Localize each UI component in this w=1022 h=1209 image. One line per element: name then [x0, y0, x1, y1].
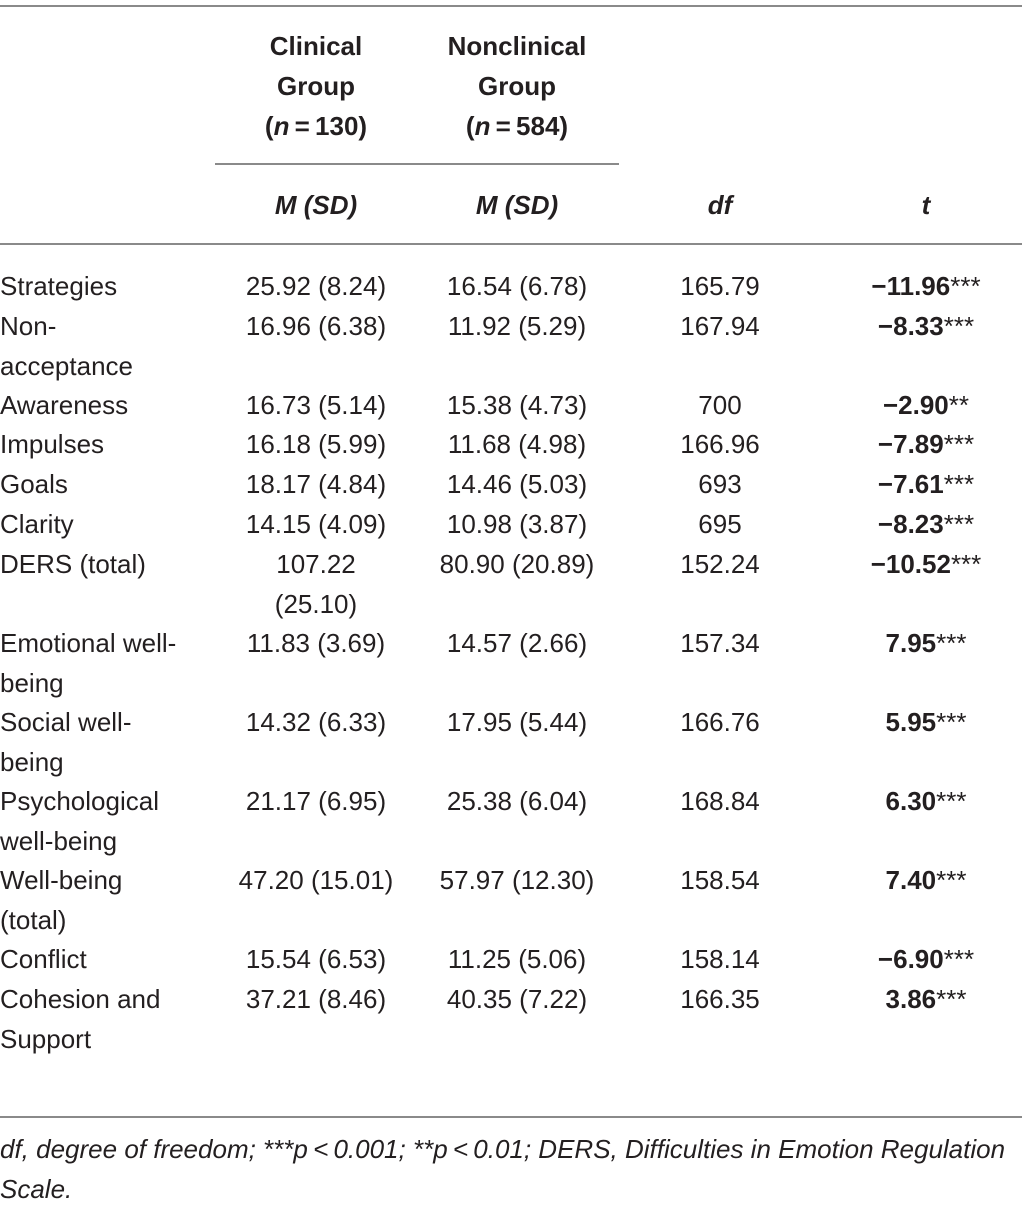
row-label: DERS (total) — [0, 549, 146, 579]
nonclinical-value: 25.38 (6.04) — [446, 786, 588, 816]
nonclinical-value: 15.38 (4.73) — [446, 390, 588, 420]
t-value: 3.86*** — [885, 984, 967, 1014]
df-header: df — [707, 190, 733, 220]
t-value: 7.40*** — [885, 865, 967, 895]
t-value: 5.95*** — [885, 707, 967, 737]
clinical-value: 14.15 (4.09) — [245, 509, 387, 539]
row-label: Non-acceptance — [0, 311, 133, 381]
df-value: 157.34 — [680, 628, 760, 658]
clinical-value: 18.17 (4.84) — [245, 469, 387, 499]
nonclinical-value: 40.35 (7.22) — [446, 984, 588, 1014]
clinical-value: 47.20 (15.01) — [238, 865, 394, 895]
table-footnote: df, degree of freedom; ***p < 0.001; **p < 0.01; DERS, Difficulties in Emotion Regulation Scale. — [0, 1134, 1006, 1204]
clinical-value: 15.54 (6.53) — [245, 944, 387, 974]
row-label: Social well-being — [0, 707, 132, 777]
t-header: t — [921, 190, 931, 220]
df-value: 158.14 — [680, 944, 760, 974]
df-value: 165.79 — [680, 271, 760, 301]
clinical-value: 11.83 (3.69) — [246, 628, 386, 658]
t-value: −7.61*** — [877, 469, 975, 499]
t-value: −7.89*** — [877, 429, 975, 459]
nonclinical-value: 14.57 (2.66) — [446, 628, 588, 658]
clinical-value: 37.21 (8.46) — [245, 984, 387, 1014]
df-value: 166.96 — [680, 429, 760, 459]
t-value: −6.90*** — [877, 944, 975, 974]
clinical-value: 21.17 (6.95) — [245, 786, 387, 816]
t-value: 6.30*** — [885, 786, 967, 816]
nonclinical-value: 14.46 (5.03) — [446, 469, 588, 499]
clinical-value: 16.18 (5.99) — [245, 429, 387, 459]
nonclinical-group-header — [417, 26, 617, 146]
df-value: 168.84 — [680, 786, 760, 816]
nonclinical-group-n: (n = 584) — [465, 111, 569, 141]
header-bottom-rule — [0, 243, 1022, 245]
row-label: Impulses — [0, 429, 105, 459]
t-value: 7.95*** — [885, 628, 967, 658]
clinical-value: 14.32 (6.33) — [245, 707, 387, 737]
top-rule — [0, 5, 1022, 7]
nonclinical-value: 11.68 (4.98) — [447, 429, 587, 459]
df-value: 166.35 — [680, 984, 760, 1014]
row-label: Clarity — [0, 509, 74, 539]
clinical-group-title: Clinical Group — [269, 31, 363, 101]
nonclinical-value: 11.25 (5.06) — [447, 944, 587, 974]
nonclinical-value: 16.54 (6.78) — [446, 271, 588, 301]
group-rule — [215, 163, 619, 165]
row-label: Cohesion and Support — [0, 984, 161, 1054]
bottom-rule — [0, 1116, 1022, 1118]
row-label: Awareness — [0, 390, 129, 420]
t-value: −11.96*** — [871, 271, 981, 301]
df-value: 167.94 — [680, 311, 760, 341]
df-value: 695 — [698, 509, 742, 539]
df-value: 152.24 — [680, 549, 760, 579]
t-value: −2.90** — [882, 390, 970, 420]
clinical-value: 16.96 (6.38) — [245, 311, 387, 341]
nonclinical-group-title: Nonclinical Group — [447, 31, 587, 101]
nonclinical-value: 10.98 (3.87) — [446, 509, 588, 539]
nonclinical-value: 11.92 (5.29) — [447, 311, 587, 341]
nonclinical-value: 57.97 (12.30) — [439, 865, 595, 895]
row-label: Psychological well-being — [0, 786, 159, 856]
clinical-group-header — [215, 26, 417, 146]
clinical-value: 16.73 (5.14) — [245, 390, 387, 420]
clinical-group-n: (n = 130) — [264, 111, 368, 141]
df-value: 166.76 — [680, 707, 760, 737]
df-value: 158.54 — [680, 865, 760, 895]
t-value: −10.52*** — [870, 549, 982, 579]
row-label: Goals — [0, 469, 68, 499]
clinical-value: 107.22 (25.10) — [274, 549, 358, 619]
nonclinical-value: 80.90 (20.89) — [439, 549, 595, 579]
nonclinical-value: 17.95 (5.44) — [446, 707, 588, 737]
row-label: Strategies — [0, 271, 118, 301]
clinical-stat-header: M (SD) — [274, 190, 358, 220]
df-value: 693 — [698, 469, 742, 499]
row-label: Emotional well-being — [0, 628, 177, 698]
t-value: −8.23*** — [877, 509, 975, 539]
t-value: −8.33*** — [877, 311, 975, 341]
row-label: Conflict — [0, 944, 87, 974]
clinical-value: 25.92 (8.24) — [245, 271, 387, 301]
row-label: Well-being (total) — [0, 865, 123, 935]
df-value: 700 — [698, 390, 742, 420]
nonclinical-stat-header: M (SD) — [475, 190, 559, 220]
